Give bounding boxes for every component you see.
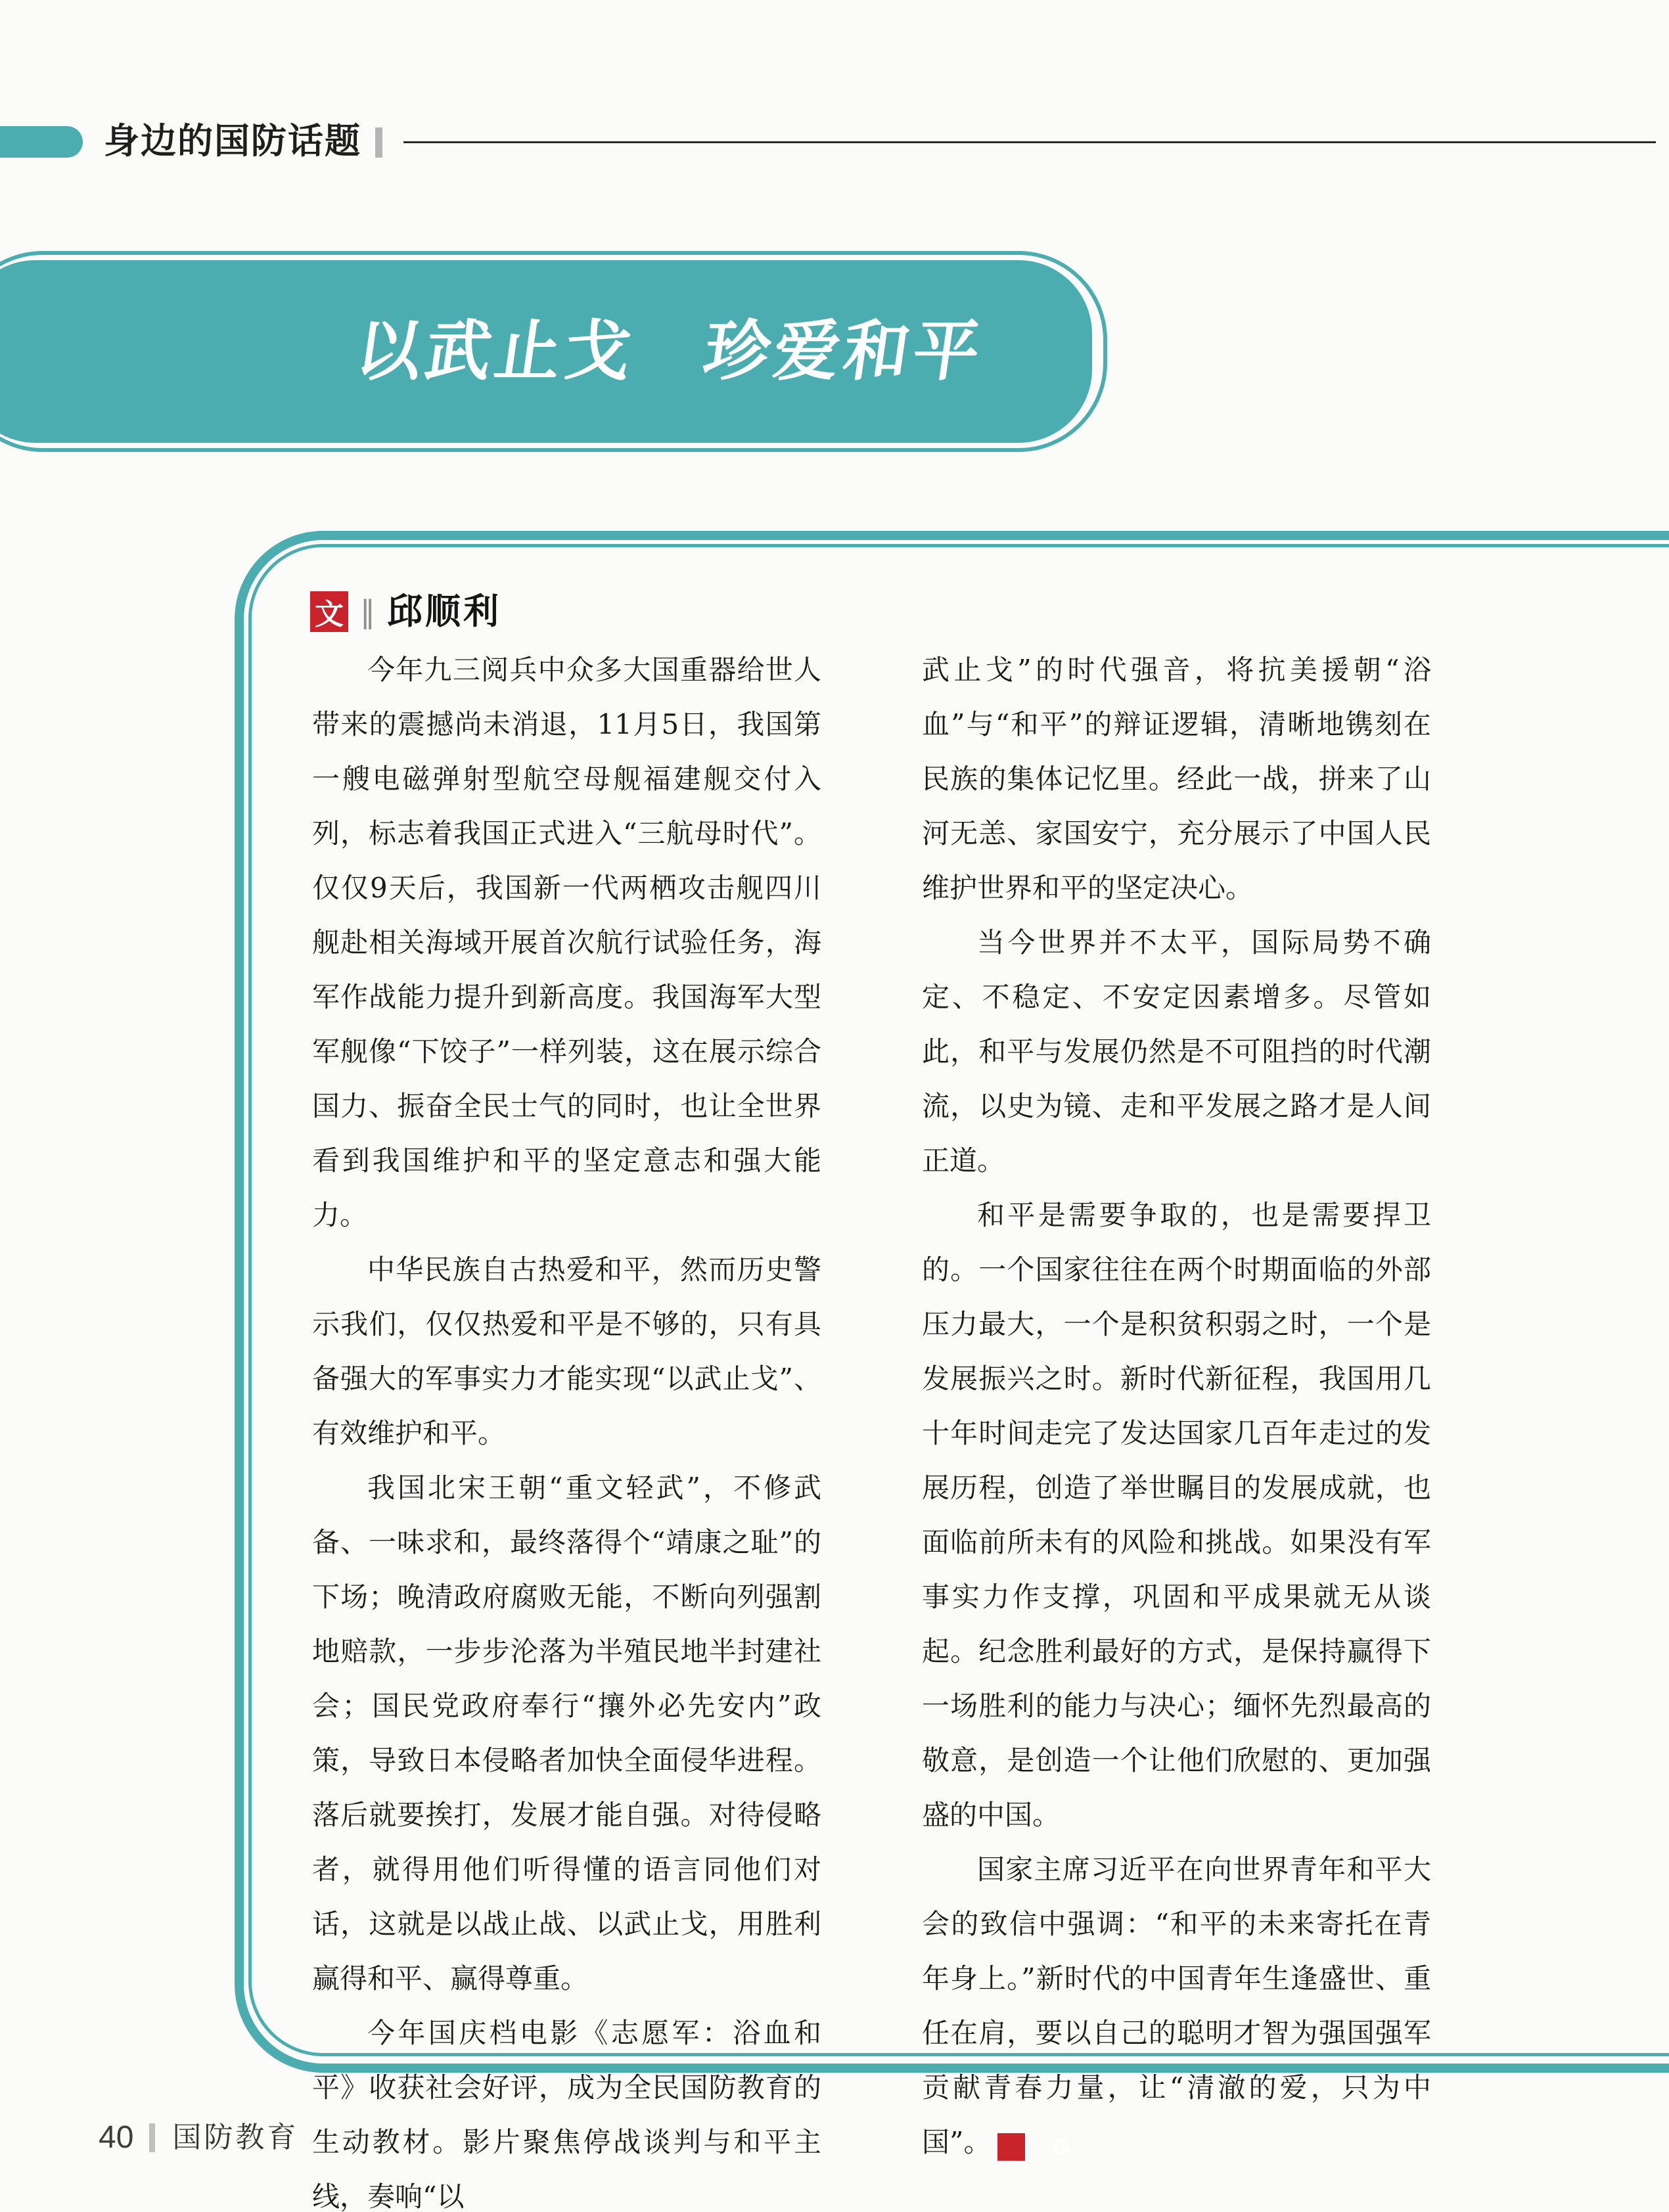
article-end-mark: G	[997, 2133, 1025, 2161]
article-paragraph: 武止戈”的时代强音，将抗美援朝“浴血”与“和平”的辩证逻辑，清晰地镌刻在民族的集体记忆里。经此一战，拼来了山河无恙、家国安宁，充分展示了中国人民维护世界和平的坚定决心。	[922, 654, 1431, 904]
header-divider	[375, 127, 382, 158]
byline-separator: ‖	[360, 594, 375, 629]
section-tab	[0, 126, 83, 158]
page-footer	[99, 2121, 298, 2155]
page-number: 40	[99, 2120, 134, 2155]
article-column-1	[312, 643, 821, 2212]
article-paragraph: 和平是需要争取的，也是需要捍卫的。一个国家往往在两个时期面临的外部压力最大，一个是积贫积弱之时，一个是发展振兴之时。新时代新征程，我国用几十年时间走完了发达国家几百年走过的发展历程，创造了举世瞩目的发展成就，也面临前所未有的风险和挑战。如果没有军事实力作支撑，巩固和平成果就无从谈起。纪念胜利最好的方式，是保持赢得下一场胜利的能力与决心；缅怀先烈最高的敬意，是创造一个让他们欣慰的、更加强盛的中国。	[922, 1199, 1431, 1831]
footer-divider	[149, 2123, 155, 2152]
byline	[310, 591, 501, 632]
article-paragraph: 中华民族自古热爱和平，然而历史警示我们，仅仅热爱和平是不够的，只有具备强大的军事实力才能实现“以武止戈”、有效维护和平。	[312, 1253, 821, 1449]
footer-section: 国防教育	[172, 2121, 299, 2154]
article-paragraph: 今年国庆档电影《志愿军：浴血和平》收获社会好评，成为全民国防教育的生动教材。影片聚焦停战谈判与和平主线，奏响“以	[312, 2017, 821, 2212]
byline-label-box: 文	[310, 591, 348, 632]
article-paragraph: 当今世界并不太平，国际局势不确定、不稳定、不安定因素增多。尽管如此，和平与发展仍然是不可阻挡的时代潮流，以史为镜、走和平发展之路才是人间正道。	[922, 926, 1431, 1177]
article-paragraph: 国家主席习近平在向世界青年和平大会的致信中强调：“和平的未来寄托在青年身上。”新时代的中国青年生逢盛世、重任在肩，要以自己的聪明才智为强国强军贡献青春力量，让“清澈的爱，只为中国”。 G	[922, 1853, 1431, 2159]
header-rule	[403, 141, 1656, 143]
title-banner	[0, 260, 1092, 443]
article-paragraph: 今年九三阅兵中众多大国重器给世人带来的震撼尚未消退，11月5日，我国第一艘电磁弹射型航空母舰福建舰交付入列，标志着我国正式进入“三航母时代”。仅仅9天后，我国新一代两栖攻击舰四川舰赴相关海域开展首次航行试验任务，海军作战能力提升到新高度。我国海军大型军舰像“下饺子”一样列装，这在展示综合国力、振奋全民士气的同时，也让全世界看到我国维护和平的坚定意志和强大能力。	[312, 654, 821, 1231]
article-paragraph: 我国北宋王朝“重文轻武”，不修武备、一味求和，最终落得个“靖康之耻”的下场；晚清政府腐败无能，不断向列强割地赔款，一步步沦落为半殖民地半封建社会；国民党政府奉行“攘外必先安内”政策，导致日本侵略者加快全面侵华进程。落后就要挨打，发展才能自强。对待侵略者，就得用他们听得懂的语言同他们对话，这就是以战止战、以武止戈，用胜利赢得和平、赢得尊重。	[312, 1472, 821, 1995]
section-label: 身边的国防话题	[104, 122, 361, 161]
article-column-2	[922, 643, 1431, 2169]
article-title: 以武止戈 珍爱和平	[351, 315, 988, 388]
author-name: 邱顺利	[387, 592, 501, 631]
